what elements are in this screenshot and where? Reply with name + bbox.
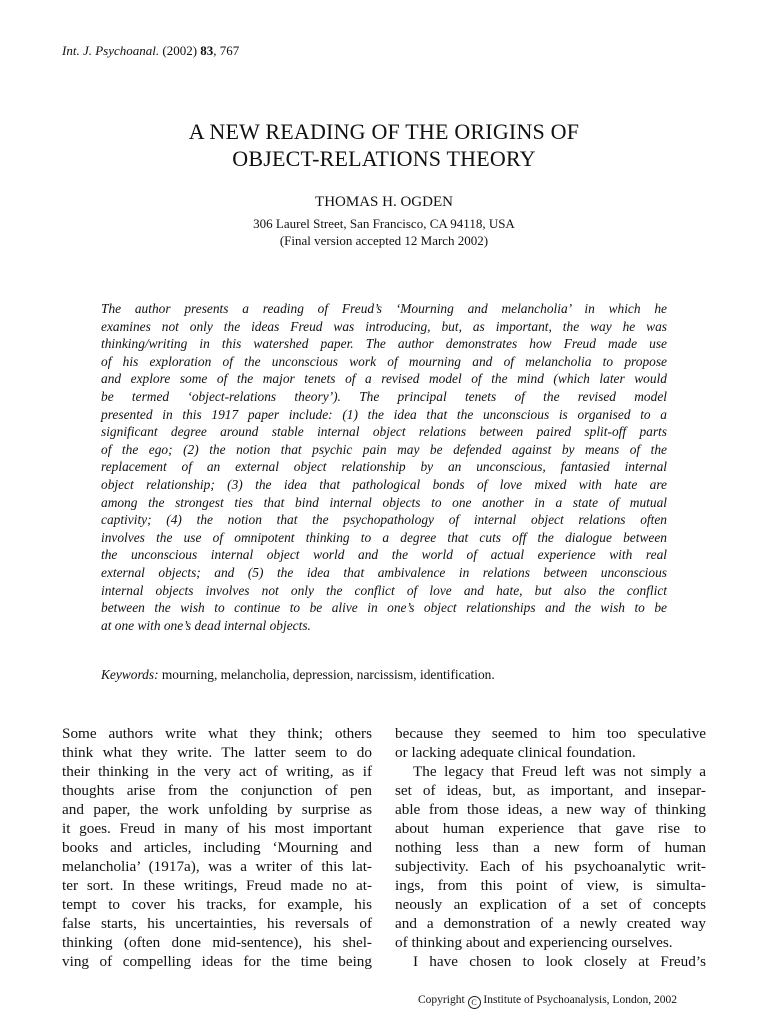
copyright-text: Institute of Psychoanalysis, London, 2002	[483, 994, 677, 1006]
abstract-line: presented in this 1917 paper include: (1) the idea that the unconscious is organised to a	[101, 406, 667, 422]
journal-year: (2002)	[162, 43, 198, 58]
abstract-line: internal objects involves not only the conflict of love and hate, but also the conflict	[101, 582, 667, 598]
keywords-label: Keywords:	[101, 667, 159, 682]
title-line: A NEW READING OF THE ORIGINS OF	[188, 119, 580, 144]
abstract-line: external objects; and (5) the idea that ambivalence in relations between unconscious	[101, 564, 667, 580]
copyright-icon: C	[468, 996, 481, 1009]
abstract-line: the unconscious internal object world and the world of actual experience with real	[101, 547, 667, 563]
body-line: books and articles, including ‘Mourning and	[62, 839, 372, 856]
body-line: because they seemed to him too speculative	[395, 725, 706, 742]
body-column-right	[395, 724, 706, 971]
author-address: 306 Laurel Street, San Francisco, CA 94118, USA	[253, 216, 515, 231]
abstract-line: The author presents a reading of Freud’s ‘Mourning and melancholia’ in which he	[101, 301, 667, 316]
author-name: THOMAS H. OGDEN	[315, 194, 453, 210]
body-line: it goes. Freud in many of his most important	[62, 820, 372, 837]
body-line: The legacy that Freud left was not simply a	[413, 763, 706, 780]
body-line: ving of compelling ideas for the time being	[62, 953, 372, 970]
body-line: of thinking about and experiencing ourselves.	[395, 934, 673, 951]
keywords-text: mourning, melancholia, depression, narcissism, identification.	[161, 667, 495, 682]
journal-citation	[62, 43, 239, 59]
title-line: OBJECT-RELATIONS THEORY	[232, 146, 536, 171]
abstract	[101, 300, 667, 634]
body-line: subjectivity. Each of his psychoanalytic writ-	[395, 858, 706, 875]
body-line: about human experience that gave rise to	[395, 820, 706, 837]
body-line: nothing less than a new form of human	[395, 839, 706, 856]
abstract-line: significant degree around stable internal object relations between paired split-off parts	[101, 424, 667, 440]
body-line: thoughts arise from the conjunction of pen	[62, 782, 372, 799]
abstract-line: of his exploration of the unconscious work of mourning and of melancholia to propose	[101, 353, 667, 369]
copyright-notice	[418, 994, 677, 1009]
abstract-line: among the strongest ties that bind internal objects to one another in a state of mutual	[101, 494, 667, 510]
journal-page: , 767	[213, 43, 240, 58]
body-line: ter sort. In these writings, Freud made no at-	[62, 877, 372, 894]
copyright-prefix: Copyright	[418, 994, 465, 1006]
body-line: set of ideas, but, as important, and insepar-	[395, 782, 706, 799]
body-line: able from those ideas, a new way of thinking	[395, 801, 706, 818]
abstract-line: thinking/writing in this watershed paper. The author demonstrates how Freud made use	[101, 336, 667, 352]
abstract-line: and explore some of the major tenets of a revised model of the mind (which later would	[101, 371, 667, 387]
body-line: think what they write. The latter seem to do	[62, 744, 372, 761]
keywords	[101, 667, 495, 683]
body-line: ings, from this point of view, is simulta-	[395, 877, 706, 894]
body-line: I have chosen to look closely at Freud’s	[413, 953, 706, 970]
article-title	[0, 118, 768, 172]
abstract-line: between the wish to continue to be alive in one’s object relationships and the wish to be	[101, 600, 667, 616]
body-line: their thinking in the very act of writing, as if	[62, 763, 372, 780]
body-line: false starts, his uncertainties, his reversals of	[62, 915, 372, 932]
abstract-line: captivity; (4) the notion that the psychopathology of internal object relations often	[101, 512, 667, 528]
body-line: and a demonstration of a newly created way	[395, 915, 706, 932]
body-column-left	[62, 724, 372, 971]
abstract-line: object relationship; (3) the idea that pathological bonds of love mixed with hate are	[101, 476, 667, 492]
abstract-line: examines not only the ideas Freud was introducing, but, as important, the way he was	[101, 318, 667, 334]
abstract-line: of the ego; (2) the notion that psychic pain may be defended against by means of the	[101, 441, 667, 457]
body-line: melancholia’ (1917a), was a writer of this lat-	[62, 858, 372, 875]
body-line: tempt to cover his tracks, for example, his	[62, 896, 372, 913]
body-line: and paper, the work unfolding by surprise as	[62, 801, 372, 818]
abstract-line: be termed ‘object-relations theory’). The principal tenets of the revised model	[101, 388, 667, 404]
abstract-line: involves the use of omnipotent thinking to a degree that cuts off the dialogue between	[101, 529, 667, 545]
body-line: Some authors write what they think; others	[62, 725, 372, 742]
body-line: or lacking adequate clinical foundation.	[395, 744, 636, 761]
acceptance-date: (Final version accepted 12 March 2002)	[279, 233, 489, 248]
journal-name: Int. J. Psychoanal.	[62, 43, 160, 58]
abstract-line: at one with one’s dead internal objects.	[101, 617, 311, 633]
body-line: neously an explication of a set of concepts	[395, 896, 706, 913]
abstract-line: replacement of an external object relationship by an unconscious, fantasied internal	[101, 459, 667, 475]
body-line: thinking (often done mid-sentence), his shel-	[62, 934, 372, 951]
journal-volume: 83	[200, 43, 214, 58]
